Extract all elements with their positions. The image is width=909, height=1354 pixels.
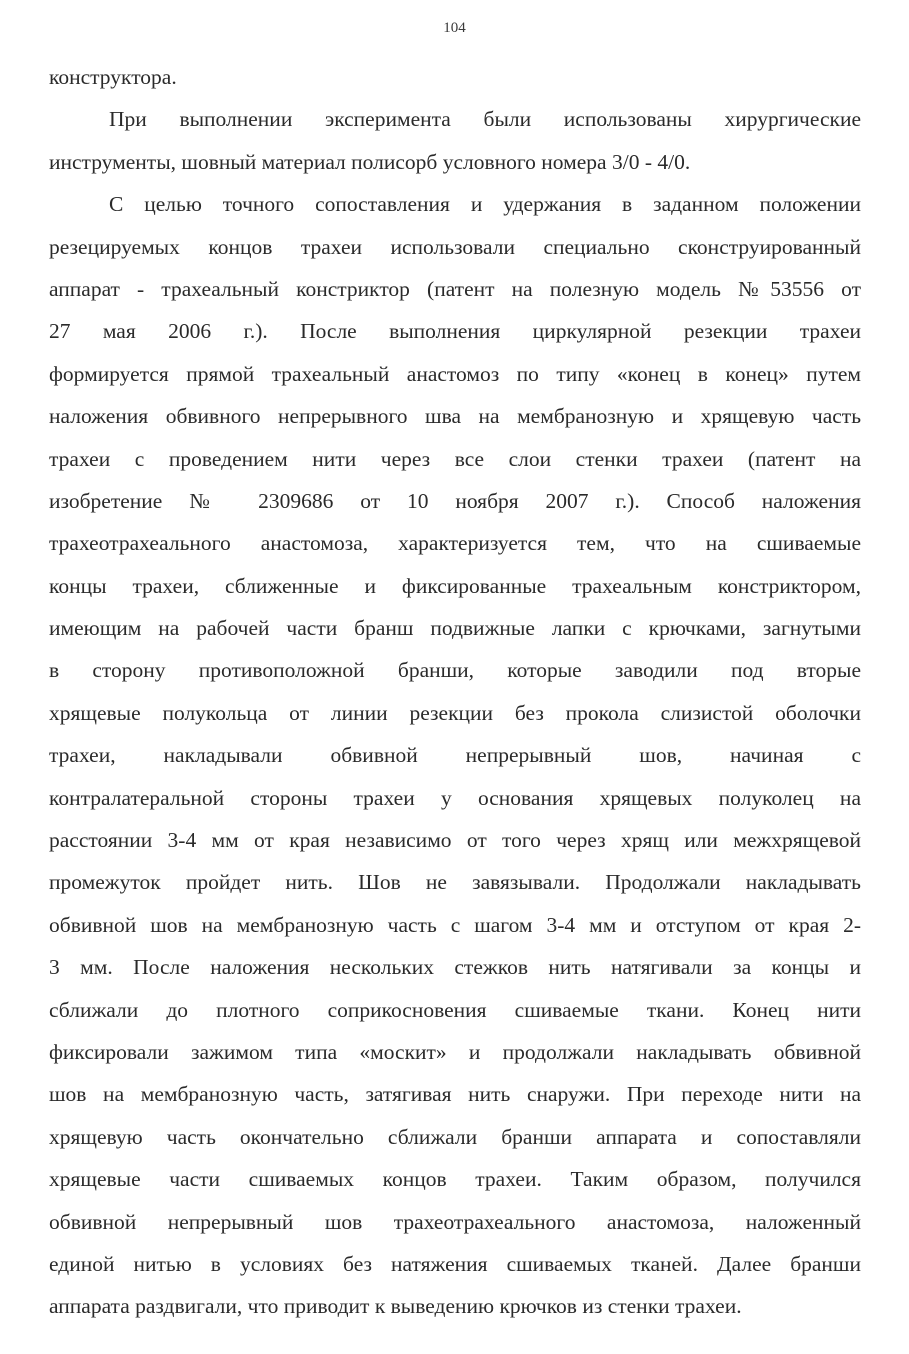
text-line: изобретение № 2309686 от 10 ноября 2007 г.). Способ наложения bbox=[49, 488, 861, 513]
text-line: трахеи, накладывали обвивной непрерывный шов, начиная с bbox=[49, 743, 861, 768]
text-line: имеющим на рабочей части бранш подвижные лапки с крючками, загнутыми bbox=[49, 616, 861, 641]
text-line: хрящевые полукольца от линии резекции без прокола слизистой оболочки bbox=[49, 700, 861, 725]
text-line: аппарата раздвигали, что приводит к выведению крючков из стенки трахеи. bbox=[49, 1294, 742, 1319]
text-line: концы трахеи, сближенные и фиксированные трахеальным констриктором, bbox=[49, 573, 861, 598]
text-line: единой нитью в условиях без натяжения сшиваемых тканей. Далее бранши bbox=[49, 1251, 861, 1276]
text-line: аппарат - трахеальный констриктор (патент на полезную модель №53556 от bbox=[49, 276, 861, 301]
text-line: хрящевую часть окончательно сближали бранши аппарата и сопоставляли bbox=[49, 1124, 861, 1149]
text-line: обвивной шов на мембранозную часть с шагом 3-4 мм и отступом от края 2- bbox=[49, 912, 861, 937]
text-line: контралатеральной стороны трахеи у основания хрящевых полуколец на bbox=[49, 785, 861, 810]
text-line: формируется прямой трахеальный анастомоз по типу «конец в конец» путем bbox=[49, 361, 861, 386]
text-line: трахеи с проведением нити через все слои стенки трахеи (патент на bbox=[49, 446, 861, 471]
text-line: С целью точного сопоставления и удержания в заданном положении bbox=[109, 192, 861, 217]
text-line: инструменты, шовный материал полисорб условного номера 3/0 - 4/0. bbox=[49, 149, 691, 174]
text-line: промежуток пройдет нить. Шов не завязывали. Продолжали накладывать bbox=[49, 870, 861, 895]
text-line: расстоянии 3-4 мм от края независимо от того через хрящ или межхрящевой bbox=[49, 828, 861, 853]
text-line: 27 мая 2006 г.). После выполнения циркулярной резекции трахеи bbox=[49, 319, 861, 344]
text-line: шов на мембранозную часть, затягивая нить снаружи. При переходе нити на bbox=[49, 1082, 861, 1107]
text-line: При выполнении эксперимента были использованы хирургические bbox=[109, 107, 861, 132]
text-line: хрящевые части сшиваемых концов трахеи. Таким образом, получился bbox=[49, 1167, 861, 1192]
text-line: наложения обвивного непрерывного шва на мембранозную и хрящевую часть bbox=[49, 404, 861, 429]
text-line: конструктора. bbox=[49, 65, 177, 89]
body-text bbox=[49, 56, 861, 1328]
text-line: резецируемых концов трахеи использовали специально сконструированный bbox=[49, 234, 861, 259]
text-line: в сторону противоположной бранши, которые заводили под вторые bbox=[49, 658, 861, 683]
page-number: 104 bbox=[443, 20, 466, 36]
text-line: трахеотрахеального анастомоза, характеризуется тем, что на сшиваемые bbox=[49, 531, 861, 556]
text-line: обвивной непрерывный шов трахеотрахеального анастомоза, наложенный bbox=[49, 1209, 861, 1234]
text-line: фиксировали зажимом типа «москит» и продолжали накладывать обвивной bbox=[49, 1039, 861, 1064]
text-line: 3 мм. После наложения нескольких стежков нить натягивали за концы и bbox=[49, 955, 861, 980]
text-line: сближали до плотного соприкосновения сшиваемые ткани. Конец нити bbox=[49, 997, 861, 1022]
